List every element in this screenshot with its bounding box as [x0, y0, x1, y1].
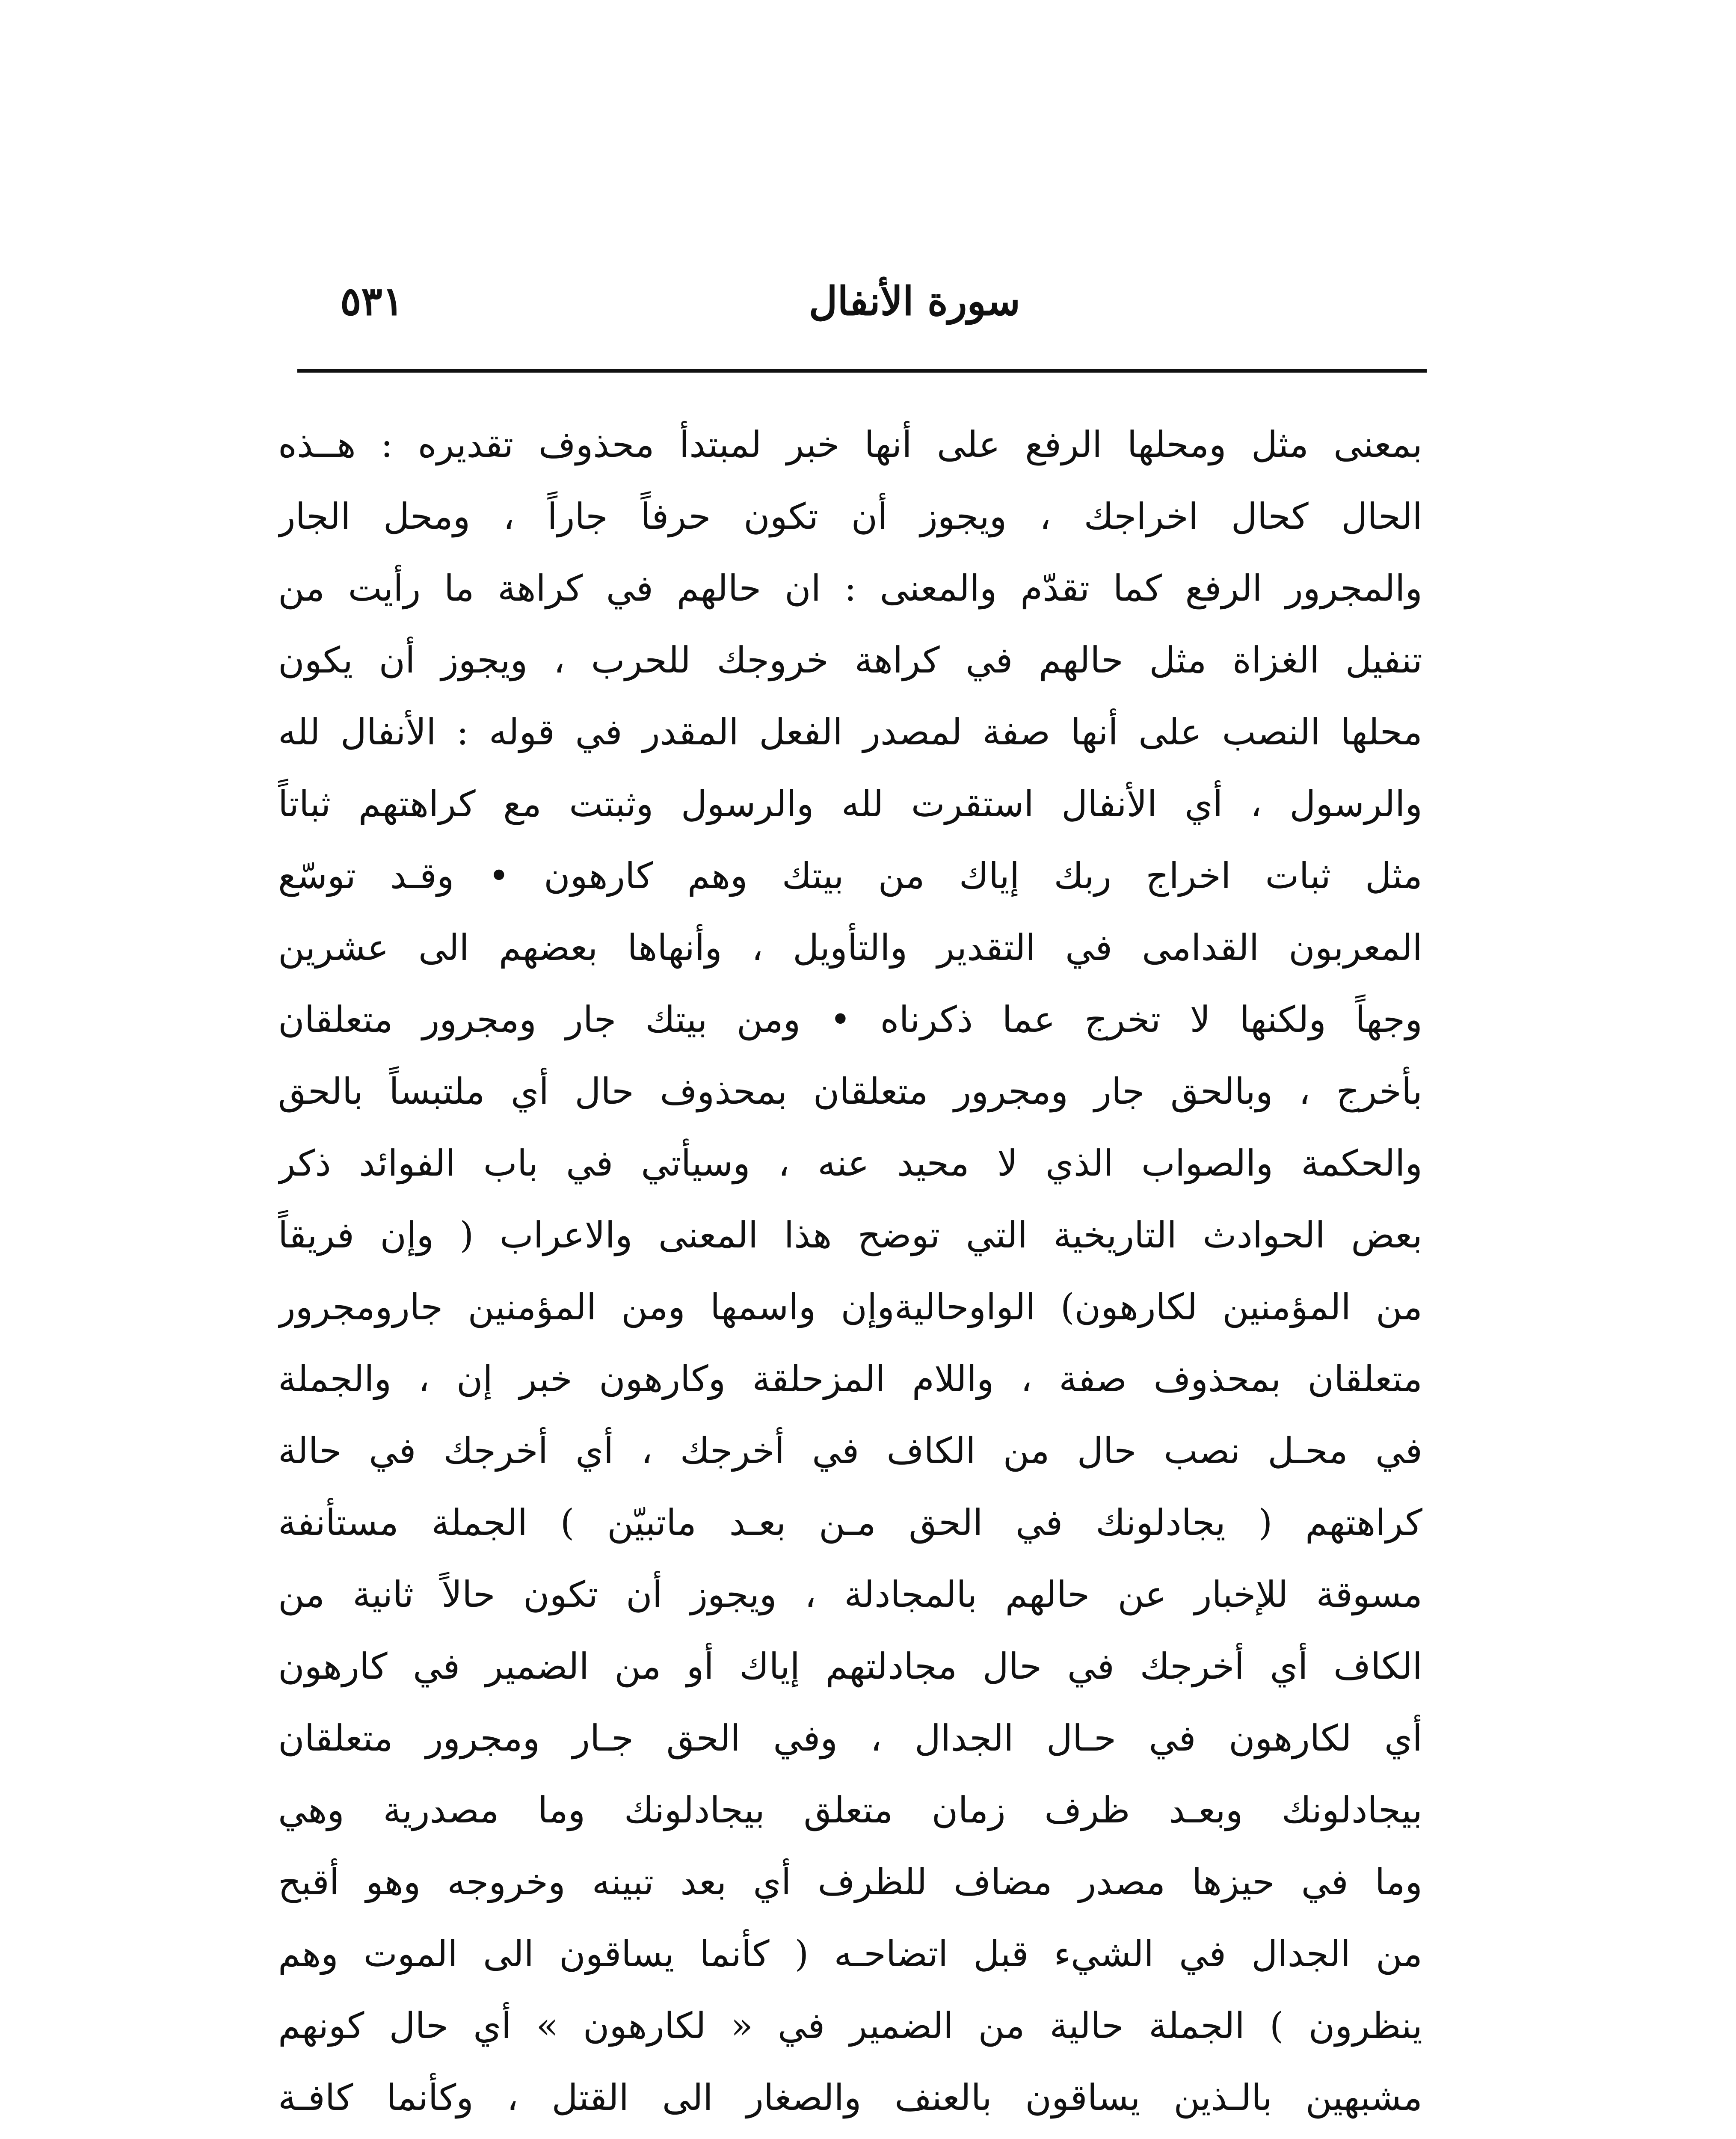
text-line: بأخرج ، وبالحق جار ومجرور متعلقان بمحذوف حال أي ملتبساً بالحق [278, 1070, 1422, 1112]
header-divider [297, 369, 1427, 373]
text-line: المعربون القدامى في التقدير والتأويل ، وأنهاها بعضهم الى عشرين [278, 927, 1422, 969]
surah-title: سورة الأنفال [809, 278, 1020, 324]
text-line: من الجدال في الشيء قبل اتضاحـه ( كأنما يساقون الى الموت وهم [278, 1933, 1422, 1975]
text-line: كراهتهم ( يجادلونك في الحق مـن بعـد ماتبيّن ) الجملة مستأنفة [278, 1502, 1422, 1544]
text-line: الكاف أي أخرجك في حال مجادلتهم إياك أو من الضمير في كارهون [278, 1645, 1422, 1687]
text-line: ينظرون ) الجملة حالية من الضمير في « لكارهون » أي حال كونهم [278, 2005, 1422, 2047]
text-line: أي لكارهون في حـال الجدال ، وفي الحق جـار ومجرور متعلقان [278, 1717, 1422, 1759]
page-header [297, 274, 1427, 347]
text-line: تنفيل الغزاة مثل حالهم في كراهة خروجك للحرب ، ويجوز أن يكون [278, 639, 1422, 681]
text-line: وجهاً ولكنها لا تخرج عما ذكرناه • ومن بيتك جار ومجرور متعلقان [278, 998, 1422, 1040]
text-line: والحكمة والصواب الذي لا محيد عنه ، وسيأتي في باب الفوائد ذكر [278, 1142, 1422, 1184]
text-line: مسوقة للإخبار عن حالهم بالمجادلة ، ويجوز أن تكون حالاً ثانية من [278, 1573, 1422, 1615]
text-line: في محـل نصب حال من الكاف في أخرجك ، أي أخرجك في حالة [278, 1430, 1422, 1472]
text-line: والمجرور الرفع كما تقدّم والمعنى : ان حالهم في كراهة ما رأيت من [278, 567, 1422, 609]
text-line: بمعنى مثل ومحلها الرفع على أنها خبر لمبتدأ محذوف تقديره : هــذه [278, 424, 1422, 465]
text-line: بيجادلونك وبعـد ظرف زمان متعلق بيجادلونك وما مصدرية وهي [278, 1789, 1422, 1831]
text-line: مشبهين بالـذين يساقون بالعنف والصغار الى القتل ، وكأنما كافـة [278, 2077, 1422, 2118]
page-number: ٥٣١ [340, 278, 404, 324]
text-line: بعض الحوادث التاريخية التي توضح هذا المعنى والاعراب ( وإن فريقاً [278, 1214, 1422, 1256]
body-text [278, 409, 1422, 2133]
text-line: والرسول ، أي الأنفال استقرت لله والرسول وثبتت مع كراهتهم ثباتاً [278, 783, 1422, 825]
text-line: من المؤمنين لكارهون) الواوحاليةوإن واسمها ومن المؤمنين جارومجرور [278, 1286, 1422, 1328]
text-line: الحال كحال اخراجك ، ويجوز أن تكون حرفاً جاراً ، ومحل الجار [278, 495, 1422, 537]
text-line: وما في حيزها مصدر مضاف للظرف أي بعد تبينه وخروجه وهو أقبح [278, 1861, 1422, 1903]
text-line: مثل ثبات اخراج ربك إياك من بيتك وهم كارهون • وقـد توسّع [278, 855, 1422, 897]
text-line: متعلقان بمحذوف صفة ، واللام المزحلقة وكارهون خبر إن ، والجملة [278, 1358, 1422, 1400]
text-line: محلها النصب على أنها صفة لمصدر الفعل المقدر في قوله : الأنفال لله [278, 711, 1422, 753]
